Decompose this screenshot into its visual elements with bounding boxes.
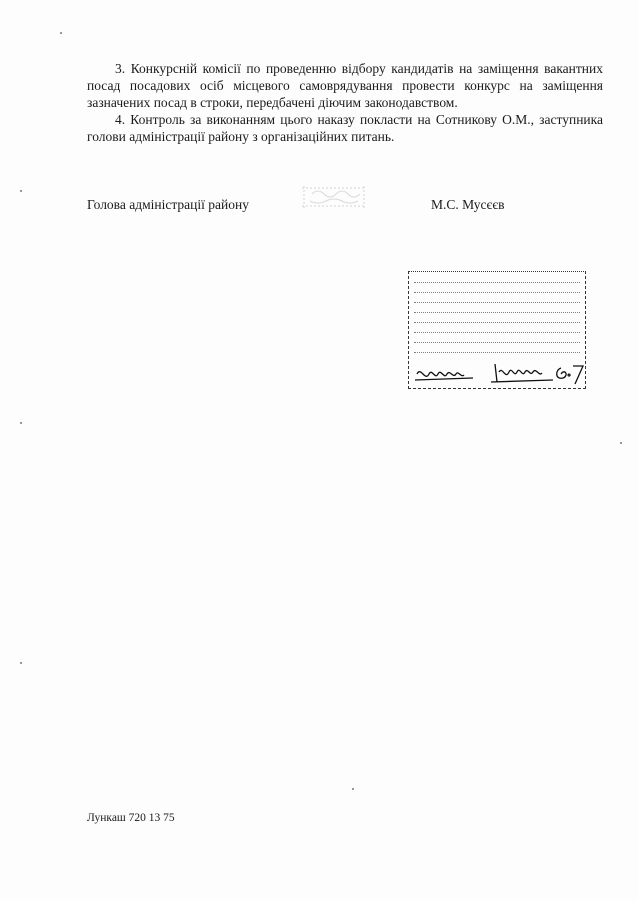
faint-stamp-mark: [298, 182, 370, 212]
stamp-text-line: [414, 292, 580, 294]
scan-speck: [20, 662, 22, 664]
stamp-text-line: [414, 332, 580, 334]
stamp-text-line: [414, 302, 580, 304]
scan-speck: [20, 422, 22, 424]
stamp-text-line: [414, 342, 580, 344]
stamp-text-line: [414, 312, 580, 314]
footer-contact: Лункаш 720 13 75: [87, 812, 175, 824]
approval-stamp: [408, 271, 586, 389]
scan-speck: [352, 788, 354, 790]
paragraph-4: 4. Контроль за виконанням цього наказу покласти на Сотникову О.М., заступника голови адміністрації району з організаційних питань.: [87, 112, 603, 144]
stamp-text-line: [414, 352, 580, 354]
paragraph-3: 3. Конкурсній комісії по проведенню відбору кандидатів на заміщення вакантних посад посадових осіб місцевого самоврядування провести конкурс на заміщення зазначених посад в строки, передбачені діючим законодавством.: [87, 61, 603, 110]
signature-title: Голова адміністрації району: [87, 197, 249, 212]
scan-speck: [20, 190, 22, 192]
scan-speck: [60, 32, 62, 34]
stamp-text-line: [414, 322, 580, 324]
signature-name: М.С. Мусєєв: [431, 197, 505, 212]
stamp-text-line: [414, 282, 580, 284]
scan-speck: [620, 442, 622, 444]
handwritten-signatures: [413, 360, 585, 386]
